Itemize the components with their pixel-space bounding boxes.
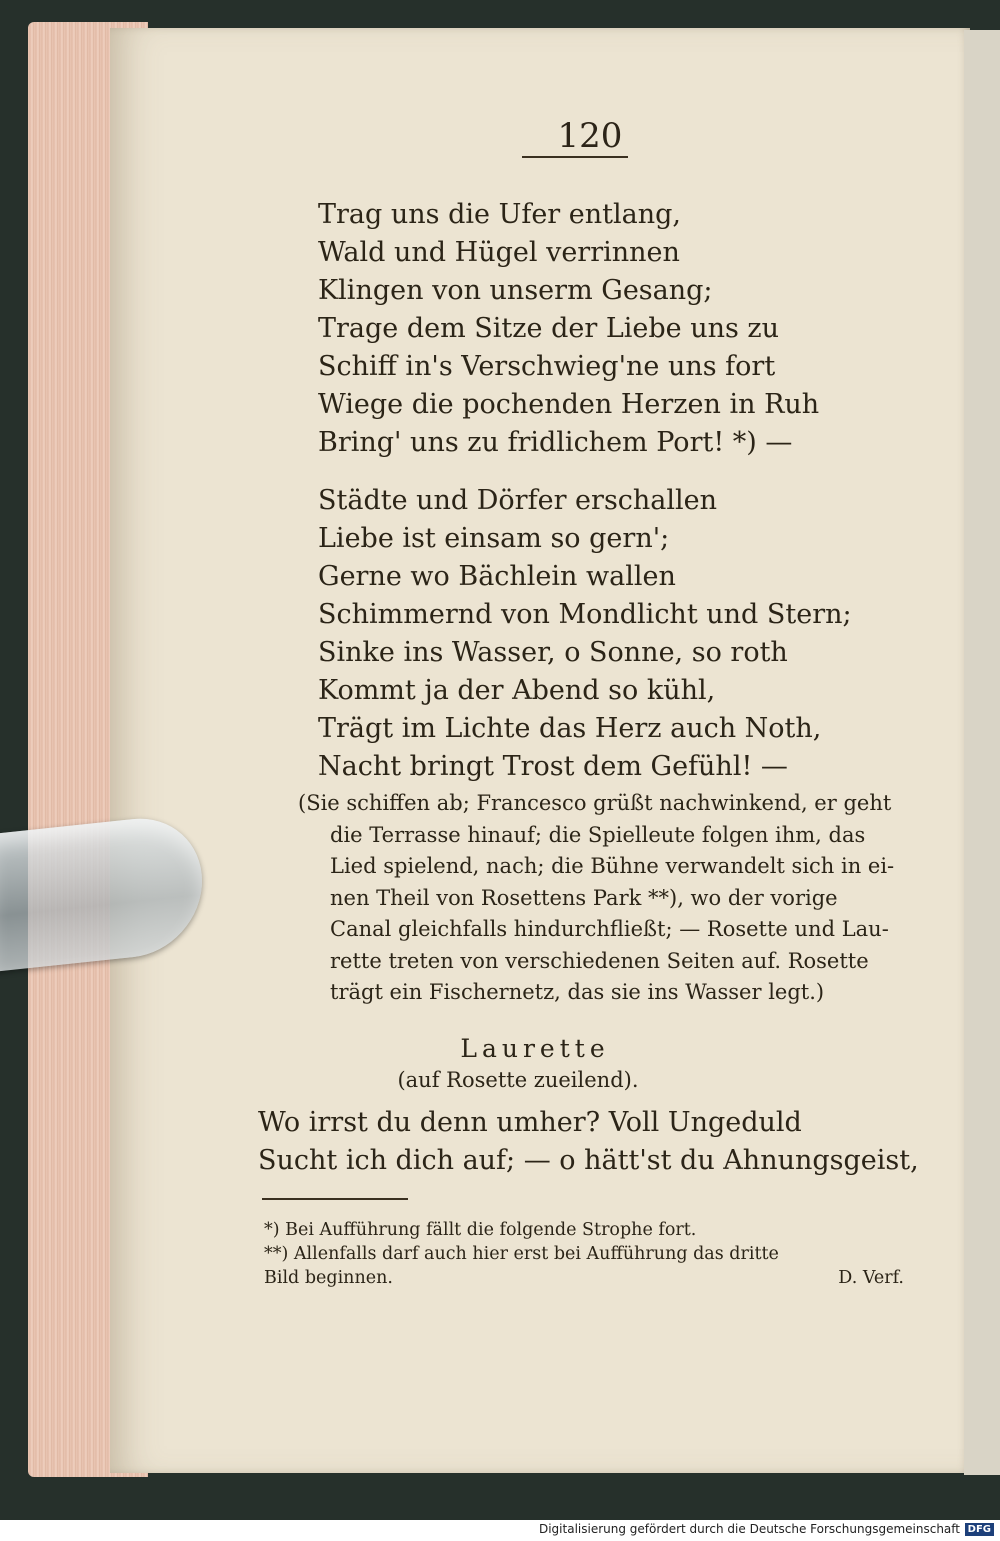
- verse-line: Schimmernd von Mondlicht und Stern;: [318, 599, 852, 630]
- footnote-2-line-1: **) Allenfalls darf auch hier erst bei Aufführung das dritte: [264, 1244, 779, 1264]
- verse-line: Wiege die pochenden Herzen in Ruh: [318, 389, 820, 420]
- stage-direction-line: rette treten von verschiedenen Seiten auf. Rosette: [330, 948, 869, 973]
- verse-line: Klingen von unserm Gesang;: [318, 275, 713, 306]
- speaker-direction: (auf Rosette zueilend).: [397, 1068, 639, 1092]
- verse-line: Schiff in's Verschwieg'ne uns fort: [318, 351, 776, 382]
- verse-line: Trag uns die Ufer entlang,: [318, 199, 681, 230]
- verse-line: Wald und Hügel verrinnen: [318, 237, 680, 268]
- verse-line: Liebe ist einsam so gern';: [318, 523, 670, 554]
- verse-line: Gerne wo Bächlein wallen: [318, 561, 676, 592]
- verse-line: Trage dem Sitze der Liebe uns zu: [318, 313, 780, 344]
- verse-line: Bring' uns zu fridlichem Port! *) —: [318, 427, 793, 458]
- speech-line: Sucht ich dich auf; — o hätt'st du Ahnungsgeist,: [258, 1145, 919, 1176]
- speech-line: Wo irrst du denn umher? Voll Ungeduld: [258, 1107, 802, 1138]
- footnote-2-text: Bild beginnen.: [264, 1268, 393, 1288]
- stanza-2: [318, 482, 852, 786]
- stage-direction-line: trägt ein Fischernetz, das sie ins Wasser legt.): [330, 980, 825, 1004]
- stage-direction-line: die Terrasse hinauf; die Spielleute folgen ihm, das: [330, 822, 866, 847]
- page-number: 120: [557, 116, 623, 156]
- verse-line: Kommt ja der Abend so kühl,: [318, 675, 716, 706]
- footnotes: [264, 1218, 904, 1290]
- facing-page-edge: [964, 30, 1000, 1475]
- verse-line: Städte und Dörfer erschallen: [318, 485, 718, 516]
- speech: [258, 1104, 919, 1180]
- footnote-2-line-2: [264, 1266, 904, 1290]
- stage-direction-line: nen Theil von Rosettens Park **), wo der vorige: [330, 885, 838, 910]
- stage-direction: [298, 788, 903, 1009]
- stage-direction-line: Canal gleichfalls hindurchfließt; — Rosette und Lau-: [330, 917, 889, 941]
- speaker-name: Laurette: [460, 1034, 610, 1063]
- verse-line: Sinke ins Wasser, o Sonne, so roth: [318, 637, 788, 668]
- dfg-logo: DFG: [965, 1523, 994, 1536]
- stanza-1: [318, 196, 819, 462]
- footnote-signature: D. Verf.: [838, 1268, 904, 1288]
- verse-line: Nacht bringt Trost dem Gefühl! —: [318, 751, 788, 782]
- footnote-1: *) Bei Aufführung fällt die folgende Strophe fort.: [264, 1220, 697, 1240]
- footnote-rule: [262, 1198, 408, 1200]
- header-rule: [522, 156, 628, 158]
- digitization-credit: Digitalisierung gefördert durch die Deutsche Forschungsgemeinschaft: [538, 1522, 960, 1536]
- verse-line: Trägt im Lichte das Herz auch Noth,: [318, 713, 822, 744]
- stage-direction-line: (Sie schiffen ab; Francesco grüßt nachwinkend, er geht: [298, 791, 892, 815]
- stage-direction-line: Lied spielend, nach; die Bühne verwandelt sich in ei-: [330, 854, 895, 878]
